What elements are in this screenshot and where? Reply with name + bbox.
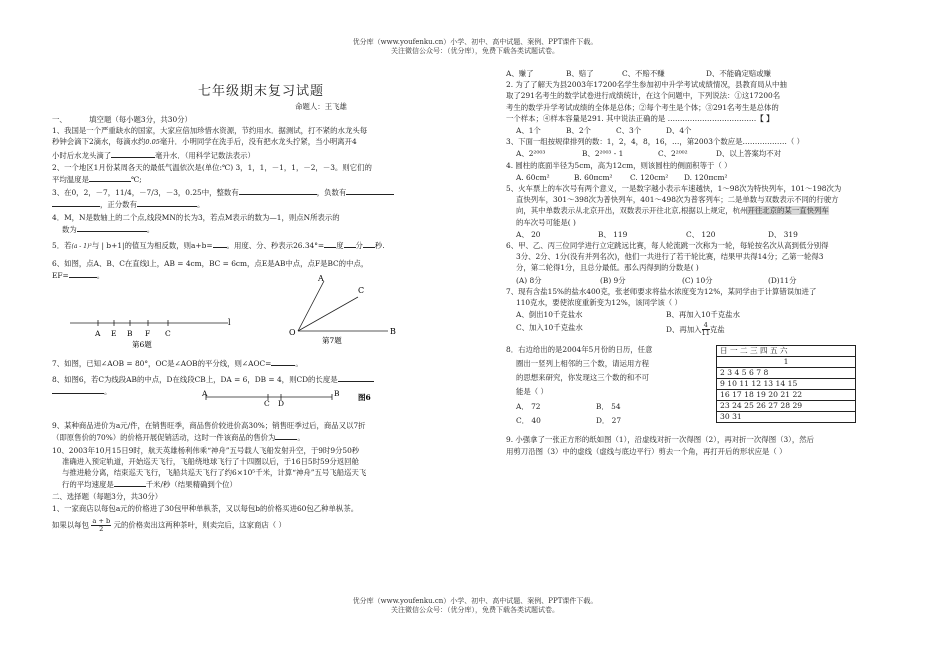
s2-question-3: 3、下面一组按规律排列的数：1，2，4，8，16，…，第2003个数应是………………（ ） — [506, 137, 804, 147]
s1-question-4: 4．M，N是数轴上的二个点,线段MN的长为3，若点M表示的数为—1，则点N所表示的 数为 。 — [52, 212, 340, 234]
s2-q3-options — [506, 148, 906, 159]
answer-blank — [338, 373, 374, 382]
option-d[interactable]: D、不能确定赔或赚 — [706, 69, 772, 78]
option-a[interactable]: (A) 8分 — [516, 275, 542, 285]
fig7-caption: 第7题 — [322, 335, 342, 345]
s2-question-9: 9. 小强拿了一张正方形的纸如图（1），沿虚线对折一次得图（2），再对折一次得图（3），然后 用剪刀沿图（3）中的虚线（虚线与底边平行）剪去一个角，再打开后的形状应是（ ） — [506, 435, 815, 456]
s2-q6-options — [506, 275, 906, 286]
paper-title: 七年级期末复习试题 — [197, 84, 324, 99]
option-d[interactable]: D、 319 — [768, 229, 798, 239]
option-a[interactable]: A、1个 — [516, 126, 541, 136]
label-C: C — [165, 328, 171, 338]
option-a[interactable]: A、 20 — [516, 229, 541, 239]
calendar-row: 23 24 25 26 27 28 29 — [717, 401, 856, 412]
label-A3: A — [202, 389, 208, 399]
s2-question-2: 2. 为了了解天为县2003年17200名学生参加初中升学考试成绩情况，县教育局从中抽 取了291名考生的数学试卷进行成绩统计，在这个问题中，下列说法：①这17200名 考生的数学升学考试成绩的全体是总体；②每个考生是个体；③291名考生是总体的 一个样本；④样本容量是291. 其中说法正确的是 ………………………………【 】 — [506, 80, 787, 123]
label-E: E — [111, 328, 117, 338]
option-d[interactable]: D、以上答案均不对 — [716, 149, 782, 159]
option-b[interactable]: B． 54 — [596, 402, 621, 412]
calendar-row: 9 10 11 12 13 14 15 — [717, 379, 856, 390]
option-c[interactable]: (C) 10分 — [682, 275, 713, 285]
answer-blank — [271, 357, 295, 366]
option-c[interactable]: C、 120 — [686, 229, 716, 239]
label-C2: C — [358, 285, 365, 295]
salt-fraction: $\frac{4}{11}$ — [701, 321, 710, 338]
header-line-1: 优分库（www.youfenku.cn）小学、初中、高中试题、案例、PPT课件下载。 — [352, 38, 598, 46]
label-O: O — [289, 327, 296, 337]
answer-blank — [275, 431, 297, 440]
footer-line-1: 优分库（www.youfenku.cn）小学、初中、高中试题、案例、PPT课件下载。 — [352, 597, 598, 605]
option-d[interactable]: D． 27 — [596, 416, 622, 426]
s2-q4-options — [506, 172, 906, 183]
label-F: F — [145, 328, 151, 338]
label-C3: C — [264, 399, 270, 409]
s1-question-10: 10、2003年10月15日9时，航天英雄杨利伟乘“神舟”五号载人飞船发射升空，于9时9分50秒 准确进入预定轨道，开始巡天飞行，飞船绕地球飞行了十四圈以后，于16日5时59分返回舱 与推进舱分离，结束巡天飞行，飞船共巡天飞行了约6×10⁵千米，计算“神舟”五号飞船巡天飞 行的平均速度是 千米/秒（结果精确到个位） — [52, 445, 367, 490]
s2-question-8-block — [506, 343, 906, 428]
option-a[interactable]: A. 60cm² — [516, 172, 550, 182]
calendar-row: 1 — [717, 357, 856, 368]
answer-blank — [363, 239, 375, 248]
paper-author: 命题人：王飞雄 — [295, 102, 347, 111]
page-footer — [0, 597, 950, 615]
left-column — [52, 68, 470, 534]
option-b[interactable]: B、再加入10千克盐水 — [666, 310, 740, 320]
option-b[interactable]: B、赔了 — [566, 69, 594, 78]
page-header — [0, 38, 950, 56]
header-line-2: 关注微信公众号：（优分库），免费下载各类试题试卷。 — [391, 47, 559, 55]
option-a[interactable]: A、2²⁰⁰³ — [516, 149, 546, 159]
option-b[interactable]: (B) 9分 — [600, 275, 626, 285]
option-d[interactable]: D、再加入 $\frac{4}{11}$ 克盐 — [666, 321, 725, 338]
s2-q7-options-ab — [506, 309, 906, 320]
option-b[interactable]: B、 119 — [598, 229, 628, 239]
square-expression: (a - 1)² — [71, 243, 92, 251]
option-b[interactable]: B. 60πcm² — [574, 172, 613, 182]
s2-question-1-cont: 如果以每包 $\frac{a + b}{2}$ 元的价格卖出这两种茶叶，则卖完后，这家商店（ ） — [52, 516, 286, 533]
footer-line-2: 关注微信公众号：（优分库），免费下载各类试题试卷。 — [391, 606, 559, 614]
label-B2: B — [390, 326, 396, 336]
option-a[interactable]: A、倒出10千克盐水 — [516, 310, 583, 320]
answer-blank — [89, 173, 131, 182]
s2-q7-options-cd — [506, 322, 906, 337]
calendar-may-2004 — [716, 345, 856, 423]
option-d[interactable]: D、4个 — [666, 126, 692, 136]
s1-question-2: 2、一个地区1月份某周各天的最低气温依次是(单位:℃) 3，1，1，－1，1，－2，－3。则它们的 平均温度是 ℃; — [52, 162, 372, 185]
s2-question-6: 6、甲、乙、丙三位同学进行立定跳远比赛，每人轮流跳一次称为一轮，每轮按名次从高到低分别得 3分、2分、1分(没有并列名次)，他们一共进行了若干轮比赛，结果甲共得14分；乙第一轮得3 分，第二轮得1分，且总分最低。那么丙得到的分数是( ) — [506, 241, 829, 273]
answer-blank — [69, 269, 97, 278]
price-fraction: $\frac{a + b}{2}$ — [92, 516, 111, 533]
figure-6-7-svg — [52, 273, 470, 357]
answer-blank — [111, 149, 155, 158]
s2-q5-options — [506, 229, 906, 240]
option-a[interactable]: A． 72 — [516, 402, 541, 412]
s2-q1-options — [506, 68, 906, 79]
label-A2: A — [318, 273, 324, 283]
s2-question-5: 5、火车票上的车次号有两个意义，一是数字越小表示车速越快，1～98次为特快列车，101～198次为 直快列车，301～398次为普快列车，401～498次为普客列车；二是单数与双数表示不同的行驶方 向，其中单数表示从北京开出，双数表示开往北京,根据以上规定，杭州开往北京的某一直快列车 的车次号可能是( ) — [506, 184, 842, 227]
fig8-caption: 图6 — [358, 393, 371, 403]
calendar-row: 16 17 18 19 20 21 22 — [717, 390, 856, 401]
label-D3: D — [278, 399, 285, 409]
section2-heading: 二、选择题（每题3分，共30分） — [52, 492, 163, 502]
option-c[interactable]: C． 40 — [516, 416, 541, 426]
option-c[interactable]: C、加入10千克盐水 — [516, 323, 583, 333]
answer-blank — [213, 239, 227, 248]
fig6-caption: 第6题 — [132, 339, 152, 349]
answer-blank — [77, 223, 147, 232]
highlighted-text: 开往北京的某一直快列车 — [747, 206, 829, 216]
s2-question-4: 4. 圆柱的底面半径为5cm，高为12cm，则该圆柱的侧面积等于（ ） — [506, 160, 732, 170]
answer-blank — [239, 186, 317, 195]
option-b[interactable]: B、2个 — [566, 126, 591, 136]
option-a[interactable]: A、赚了 — [506, 69, 534, 78]
section1-heading: 一、 填空题（每小题3分，共30分） — [52, 115, 192, 124]
option-d[interactable]: (D)11分 — [768, 275, 797, 285]
figure-8 — [52, 389, 470, 412]
answer-blank — [114, 478, 146, 487]
s2-q2-options — [506, 125, 906, 136]
s1-question-6: 6、如图，点A、B、C在直线l上，AB = 4cm，BC = 6cm，点E是AB中点，点F是BC的中点， EF= 。 — [52, 259, 369, 281]
option-b[interactable]: B、2²⁰⁰³ - 1 — [582, 149, 624, 159]
s1-question-1: 1、我国是一个严重缺水的国家，大家应倍加珍惜水资源，节约用水．据测试，打不紧的水龙头每 秒钟会滴下2滴水，每滴水约0.05毫升．小明同学在洗手后，没有把水龙头拧紧，当小明离开4 小时后水龙头滴了 毫升水．（用科学记数法表示） — [52, 126, 368, 160]
figures-6-7 — [52, 273, 470, 357]
calendar-row: 2 3 4 5 6 7 8 — [717, 368, 856, 379]
s2-question-1: 1、一家商店以每包a元的价格进了30包甲种单枞茶，又以每包b的价格买进60包乙种单枞茶。 — [52, 503, 359, 513]
figure-8-svg — [52, 389, 470, 409]
answer-blank — [344, 239, 356, 248]
answer-blank — [346, 186, 394, 195]
answer-blank — [324, 239, 336, 248]
s1-question-5: 5．若(a - 1)²与 | b+1|的值互为相反数，则a+b= 。用度、分、秒表示26.34°= 度 分 秒. — [52, 241, 385, 251]
calendar-row: 30 31 — [717, 412, 856, 423]
s1-question-3: 3、在0，2，－7，11/4，－7/3，－3，0.25中，整数有 ，负数有 ，正分数有 。 — [52, 186, 470, 210]
s2-question-8: 8．右边给出的是2004年5月份的日历，任意 圈出一竖列上相邻的三个数，请运用方程 的思想来研究，你发现这三个数的和不可 能是（ ） — [506, 345, 653, 397]
label-A: A — [95, 328, 101, 338]
option-c[interactable]: C、3个 — [616, 126, 642, 136]
answer-blank — [52, 198, 100, 207]
drop-volume: 0.05 — [145, 138, 160, 147]
s1-question-8: 8、如图6，若C为线段AB的中点，D在线段CB上，DA = 6，DB = 4，则CD的长度是 。 — [52, 373, 470, 397]
s1-question-7: 7、如图，已知∠AOB = 80°，OC是∠AOB的平分线，则∠AOC= 。 — [52, 358, 303, 368]
label-l: l — [228, 317, 231, 327]
s1-question-9: 9、某种商品进价为a元/件，在销售旺季，商品售价较进价高30%；销售旺季过后，商品又以7折 （即原售价的70%）的价格开展促销活动，这时一件该商品的售价为 。 — [52, 421, 366, 443]
right-column — [506, 68, 906, 458]
option-c[interactable]: C、2²⁰⁰² — [658, 149, 688, 159]
option-c[interactable]: C、不赔不赚 — [622, 69, 665, 78]
option-c[interactable]: C. 120cm² — [630, 172, 669, 182]
calendar-header: 日 一 二 三 四 五 六 — [717, 346, 856, 357]
label-B: B — [127, 328, 133, 338]
option-d[interactable]: D. 120πcm² — [684, 172, 728, 182]
s2-question-7: 7、现有含盐15%的盐水400克，张老师要求将盐水浓度变为12%，某同学由于计算错误加进了 110克水，要使浓度重新变为12%，该同学该（ ） — [506, 286, 817, 308]
label-B3: B — [334, 389, 340, 399]
answer-blank — [137, 198, 197, 207]
